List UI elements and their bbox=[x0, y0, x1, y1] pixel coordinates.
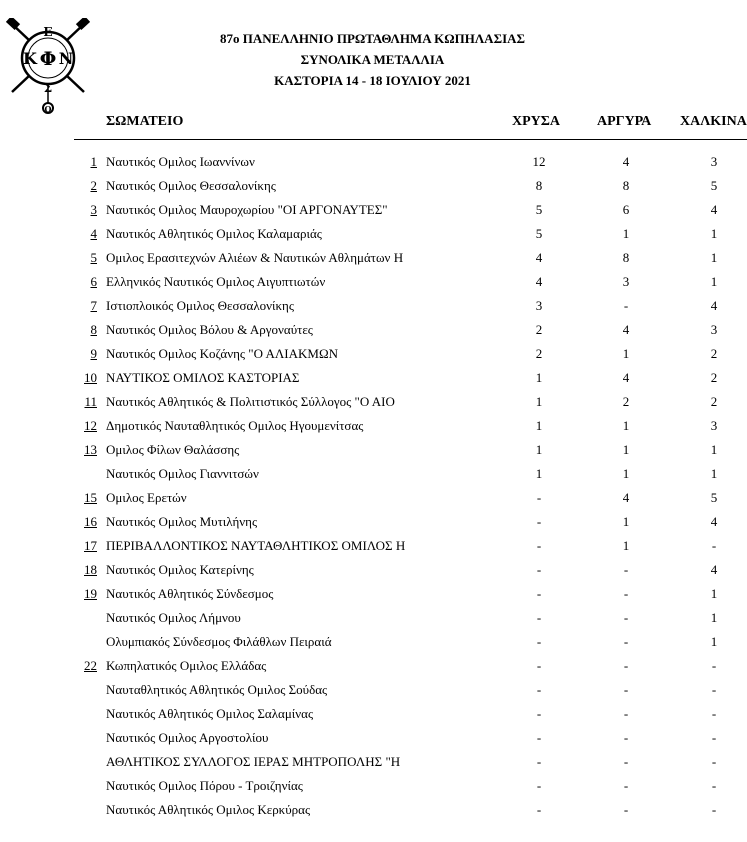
table-row bbox=[0, 703, 747, 727]
logo-letter-left: Κ bbox=[23, 49, 37, 68]
row-silver: 1 bbox=[622, 346, 630, 361]
row-gold: - bbox=[536, 538, 542, 553]
row-gold: 1 bbox=[535, 370, 543, 385]
row-gold: - bbox=[536, 802, 542, 817]
title-line-3: ΚΑΣΤΟΡΙΑ 14 - 18 ΙΟΥΛΙΟΥ 2021 bbox=[274, 73, 471, 88]
row-rank: 10 bbox=[84, 370, 97, 385]
row-silver: 8 bbox=[622, 178, 630, 193]
row-gold: - bbox=[536, 658, 542, 673]
row-club: Ναυτικός Ομιλος Κατερίνης bbox=[106, 562, 254, 577]
row-bronze: 2 bbox=[710, 346, 718, 361]
logo-letter-right: Ν bbox=[58, 49, 74, 68]
row-silver: - bbox=[623, 610, 629, 625]
row-gold: 5 bbox=[535, 226, 543, 241]
document-title bbox=[150, 28, 595, 91]
row-club: Ομιλος Ερασιτεχνών Αλιέων & Ναυτικών Αθλημάτων Η bbox=[106, 250, 404, 265]
row-club: Ναυτικός Ομιλος Πόρου - Τροιζηνίας bbox=[106, 778, 303, 793]
row-gold: 2 bbox=[535, 346, 543, 361]
row-club: Ναυτικός Αθλητικός Ομιλος Καλαμαριάς bbox=[106, 226, 322, 241]
row-bronze: - bbox=[711, 706, 717, 721]
row-club: Ολυμπιακός Σύνδεσμος Φιλάθλων Πειραιά bbox=[106, 634, 332, 649]
row-bronze: - bbox=[711, 778, 717, 793]
logo-letter-top: Ε bbox=[43, 25, 53, 39]
table-row bbox=[0, 679, 747, 703]
row-rank: 4 bbox=[90, 226, 97, 241]
row-gold: 3 bbox=[535, 298, 543, 313]
table-row bbox=[0, 247, 747, 271]
row-club: Ομιλος Ερετών bbox=[106, 490, 187, 505]
row-silver: - bbox=[623, 754, 629, 769]
row-gold: - bbox=[536, 586, 542, 601]
row-bronze: - bbox=[711, 658, 717, 673]
table-row bbox=[0, 151, 747, 175]
row-rank: 13 bbox=[84, 442, 97, 457]
row-bronze: 3 bbox=[710, 322, 718, 337]
row-silver: 2 bbox=[622, 394, 630, 409]
row-silver: 4 bbox=[622, 322, 630, 337]
table-row bbox=[0, 415, 747, 439]
row-gold: 1 bbox=[535, 442, 543, 457]
table-row bbox=[0, 631, 747, 655]
row-silver: 1 bbox=[622, 418, 630, 433]
row-silver: - bbox=[623, 682, 629, 697]
row-club: Ναυτικός Ομιλος Ιωαννίνων bbox=[106, 154, 255, 169]
row-silver: 1 bbox=[622, 442, 630, 457]
row-silver: - bbox=[623, 706, 629, 721]
row-gold: 12 bbox=[532, 154, 546, 169]
table-row bbox=[0, 607, 747, 631]
row-bronze: - bbox=[711, 754, 717, 769]
row-silver: 1 bbox=[622, 226, 630, 241]
table-row bbox=[0, 271, 747, 295]
row-bronze: 2 bbox=[710, 370, 718, 385]
table-row bbox=[0, 175, 747, 199]
table-row bbox=[0, 487, 747, 511]
logo-letter-bottom: Σ bbox=[43, 81, 53, 95]
row-club: Ιστιοπλοικός Ομιλος Θεσσαλονίκης bbox=[106, 298, 294, 313]
row-club: Ναυτικός Ομιλος Λήμνου bbox=[106, 610, 241, 625]
table-row bbox=[0, 655, 747, 679]
row-club: Ναυτικός Ομιλος Αργοστολίου bbox=[106, 730, 269, 745]
table-row bbox=[0, 535, 747, 559]
row-rank: 9 bbox=[90, 346, 97, 361]
header-gold: ΧΡΥΣΑ bbox=[512, 114, 561, 129]
row-bronze: 2 bbox=[710, 394, 718, 409]
row-club: ΠΕΡΙΒΑΛΛΟΝΤΙΚΟΣ ΝΑΥΤΑΘΛΗΤΙΚΟΣ ΟΜΙΛΟΣ Η bbox=[106, 538, 406, 553]
row-silver: 8 bbox=[622, 250, 630, 265]
table-row bbox=[0, 199, 747, 223]
row-gold: - bbox=[536, 706, 542, 721]
row-club: ΑΘΛΗΤΙΚΟΣ ΣΥΛΛΟΓΟΣ ΙΕΡΑΣ ΜΗΤΡΟΠΟΛΗΣ "Η bbox=[106, 754, 401, 769]
table-row bbox=[0, 439, 747, 463]
row-bronze: - bbox=[711, 730, 717, 745]
row-bronze: - bbox=[711, 802, 717, 817]
row-gold: - bbox=[536, 754, 542, 769]
table-row bbox=[0, 223, 747, 247]
row-rank: 2 bbox=[90, 178, 97, 193]
row-bronze: - bbox=[711, 682, 717, 697]
row-rank: 1 bbox=[90, 154, 97, 169]
table-row bbox=[0, 511, 747, 535]
federation-logo bbox=[6, 18, 90, 118]
row-gold: - bbox=[536, 778, 542, 793]
row-club: ΝΑΥΤΙΚΟΣ ΟΜΙΛΟΣ ΚΑΣΤΟΡΙΑΣ bbox=[106, 370, 300, 385]
row-gold: - bbox=[536, 730, 542, 745]
row-silver: - bbox=[623, 802, 629, 817]
medal-table bbox=[0, 151, 747, 823]
row-bronze: 1 bbox=[710, 442, 718, 457]
row-bronze: 1 bbox=[710, 634, 718, 649]
row-silver: 1 bbox=[622, 466, 630, 481]
row-bronze: - bbox=[711, 538, 717, 553]
row-gold: - bbox=[536, 634, 542, 649]
row-bronze: 1 bbox=[710, 250, 718, 265]
row-gold: 8 bbox=[535, 178, 543, 193]
row-silver: 1 bbox=[622, 514, 630, 529]
row-bronze: 3 bbox=[710, 154, 718, 169]
row-silver: 4 bbox=[622, 490, 630, 505]
row-silver: - bbox=[623, 658, 629, 673]
row-gold: - bbox=[536, 562, 542, 577]
table-row bbox=[0, 799, 747, 823]
row-rank: 3 bbox=[90, 202, 97, 217]
row-rank: 11 bbox=[84, 394, 97, 409]
table-row bbox=[0, 583, 747, 607]
row-rank: 7 bbox=[90, 298, 97, 313]
row-rank: 15 bbox=[84, 490, 97, 505]
title-line-2: ΣΥΝΟΛΙΚΑ ΜΕΤΑΛΛΙΑ bbox=[300, 52, 445, 67]
logo-letter-center: Φ bbox=[39, 48, 57, 70]
row-rank: 12 bbox=[84, 418, 97, 433]
row-bronze: 4 bbox=[710, 202, 718, 217]
table-header bbox=[0, 114, 747, 136]
row-silver: - bbox=[623, 298, 629, 313]
row-silver: 3 bbox=[622, 274, 630, 289]
row-gold: - bbox=[536, 682, 542, 697]
row-rank: 22 bbox=[84, 658, 97, 673]
row-club: Ναυτικός Ομιλος Βόλου & Αργοναύτες bbox=[106, 322, 313, 337]
row-rank: 19 bbox=[84, 586, 97, 601]
table-row bbox=[0, 319, 747, 343]
row-silver: - bbox=[623, 730, 629, 745]
row-club: Ναυτικός Ομιλος Κοζάνης "Ο ΑΛΙΑΚΜΩΝ bbox=[106, 346, 339, 361]
row-gold: 2 bbox=[535, 322, 543, 337]
table-row bbox=[0, 343, 747, 367]
header-divider bbox=[74, 139, 747, 140]
row-bronze: 5 bbox=[710, 178, 718, 193]
row-club: Ναυτικός Ομιλος Γιαννιτσών bbox=[106, 466, 259, 481]
row-bronze: 1 bbox=[710, 226, 718, 241]
table-row bbox=[0, 727, 747, 751]
row-bronze: 4 bbox=[710, 562, 718, 577]
row-club: Ναυτικός Ομιλος Μαυροχωρίου "ΟΙ ΑΡΓΟΝΑΥΤΕΣ" bbox=[106, 202, 388, 217]
table-row bbox=[0, 463, 747, 487]
row-club: Ναυταθλητικός Αθλητικός Ομιλος Σούδας bbox=[106, 682, 328, 697]
row-rank: 6 bbox=[90, 274, 97, 289]
row-gold: 1 bbox=[535, 418, 543, 433]
header-silver: ΑΡΓΥΡΑ bbox=[597, 114, 652, 129]
row-rank: 18 bbox=[84, 562, 97, 577]
table-row bbox=[0, 295, 747, 319]
header-bronze: ΧΑΛΚΙΝΑ bbox=[680, 114, 747, 129]
header-club: ΣΩΜΑΤΕΙΟ bbox=[106, 114, 184, 129]
row-bronze: 5 bbox=[710, 490, 718, 505]
row-rank: 5 bbox=[90, 250, 97, 265]
logo-letter-base: Ο bbox=[44, 104, 52, 114]
row-club: Ναυτικός Αθλητικός Σύνδεσμος bbox=[106, 586, 274, 601]
row-silver: - bbox=[623, 634, 629, 649]
row-rank: 8 bbox=[90, 322, 97, 337]
table-row bbox=[0, 775, 747, 799]
table-row bbox=[0, 559, 747, 583]
row-club: Ναυτικός Αθλητικός & Πολιτιστικός Σύλλογος "Ο ΑΙΟ bbox=[106, 394, 395, 409]
row-rank: 17 bbox=[84, 538, 97, 553]
row-silver: - bbox=[623, 778, 629, 793]
row-club: Δημοτικός Ναυταθλητικός Ομιλος Ηγουμενίτσας bbox=[106, 418, 364, 433]
row-club: Ναυτικός Αθλητικός Ομιλος Σαλαμίνας bbox=[106, 706, 314, 721]
row-club: Ναυτικός Αθλητικός Ομιλος Κερκύρας bbox=[106, 802, 311, 817]
table-row bbox=[0, 751, 747, 775]
row-gold: - bbox=[536, 610, 542, 625]
row-bronze: 4 bbox=[710, 298, 718, 313]
row-bronze: 3 bbox=[710, 418, 718, 433]
row-club: Ναυτικός Ομιλος Θεσσαλονίκης bbox=[106, 178, 276, 193]
row-club: Κωπηλατικός Ομιλος Ελλάδας bbox=[106, 658, 267, 673]
row-club: Ομιλος Φίλων Θαλάσσης bbox=[106, 442, 240, 457]
row-gold: 4 bbox=[535, 250, 543, 265]
row-silver: 4 bbox=[622, 370, 630, 385]
row-rank: 16 bbox=[84, 514, 97, 529]
row-bronze: 1 bbox=[710, 610, 718, 625]
row-silver: 6 bbox=[622, 202, 630, 217]
row-silver: 1 bbox=[622, 538, 630, 553]
table-row bbox=[0, 367, 747, 391]
row-club: Ναυτικός Ομιλος Μυτιλήνης bbox=[106, 514, 258, 529]
row-silver: 4 bbox=[622, 154, 630, 169]
row-gold: - bbox=[536, 514, 542, 529]
row-bronze: 1 bbox=[710, 466, 718, 481]
title-line-1: 87ο ΠΑΝΕΛΛΗΝΙΟ ΠΡΩΤΑΘΛΗΜΑ ΚΩΠΗΛΑΣΙΑΣ bbox=[219, 31, 526, 46]
row-bronze: 4 bbox=[710, 514, 718, 529]
table-row bbox=[0, 391, 747, 415]
row-club: Ελληνικός Ναυτικός Ομιλος Αιγυπτιωτών bbox=[106, 274, 326, 289]
row-gold: 5 bbox=[535, 202, 543, 217]
row-silver: - bbox=[623, 586, 629, 601]
row-gold: 1 bbox=[535, 466, 543, 481]
row-bronze: 1 bbox=[710, 586, 718, 601]
row-gold: 1 bbox=[535, 394, 543, 409]
row-gold: - bbox=[536, 490, 542, 505]
row-bronze: 1 bbox=[710, 274, 718, 289]
row-silver: - bbox=[623, 562, 629, 577]
row-gold: 4 bbox=[535, 274, 543, 289]
